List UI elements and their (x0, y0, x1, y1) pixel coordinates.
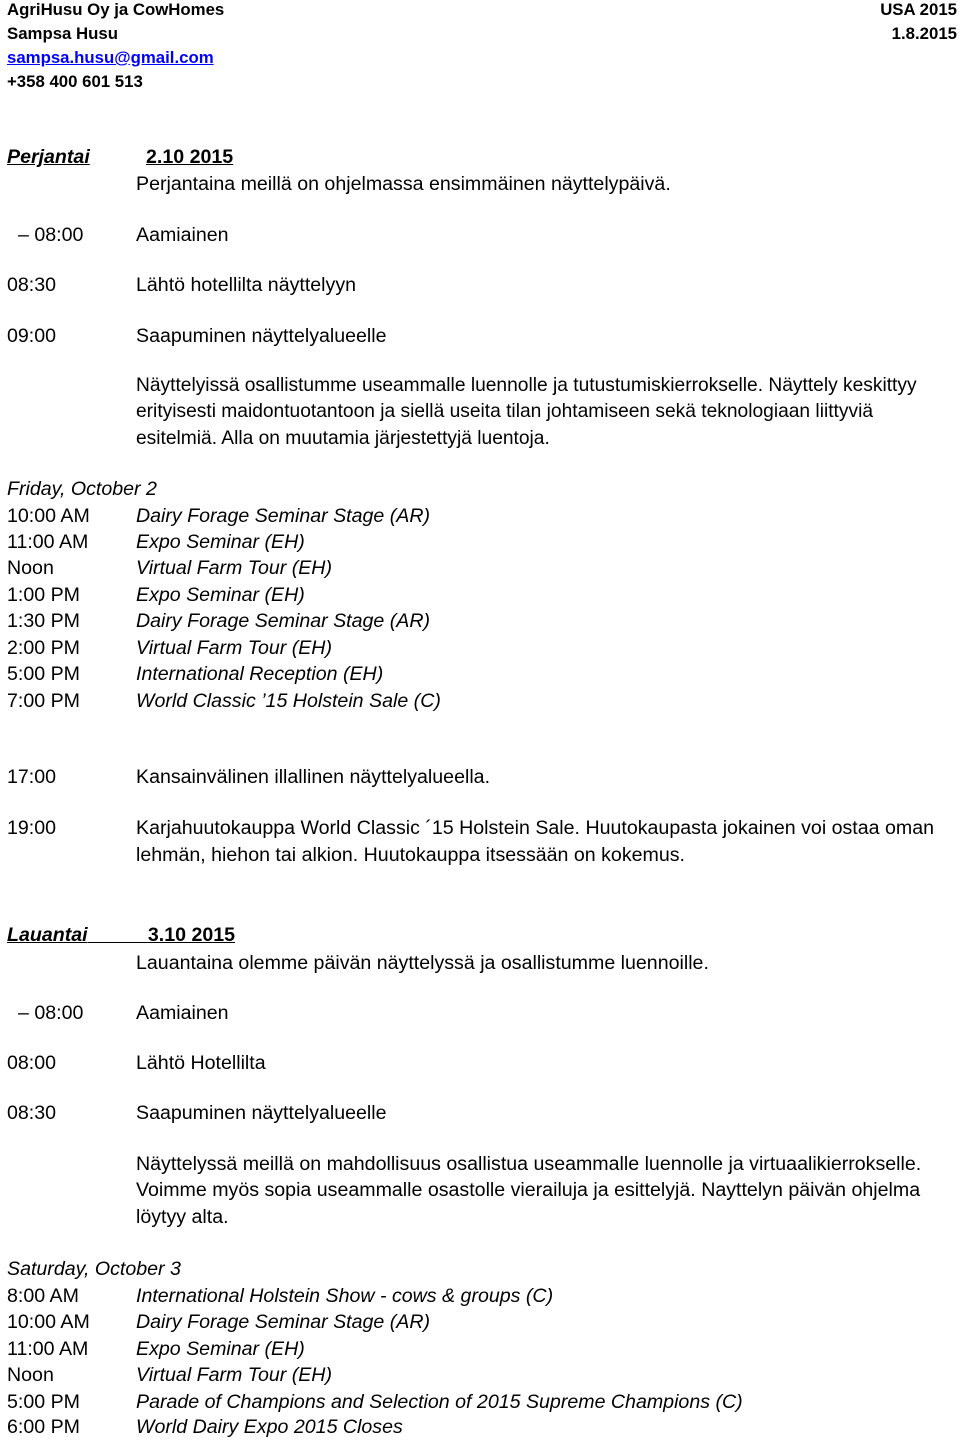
evening-time: 17:00 (7, 766, 57, 788)
description-line: Näyttelyssä meillä on mahdollisuus osallistua useammalle luennolle ja virtuaalikierrokselle. (136, 1153, 922, 1175)
agenda-row (0, 323, 960, 349)
description-row (0, 1177, 960, 1203)
program-row (0, 1414, 960, 1440)
program-time: 8:00 AM (7, 1285, 79, 1307)
agenda-activity: Saapuminen näyttelyalueelle (136, 1102, 387, 1124)
program-row (0, 635, 960, 661)
description-row (0, 426, 960, 452)
program-row (0, 582, 960, 608)
evening-text: Karjahuutokauppa World Classic ´15 Holstein Sale. Huutokaupasta jokainen voi ostaa oman (136, 817, 935, 839)
program-row (0, 1362, 960, 1388)
day-intro: Perjantaina meillä on ohjelmassa ensimmäinen näyttelypäivä. (136, 173, 671, 195)
program-title-row (0, 1256, 960, 1282)
day-heading (0, 144, 960, 170)
program-time: 1:00 PM (7, 584, 80, 606)
program-row (0, 608, 960, 634)
day-intro: Lauantaina olemme päivän näyttelyssä ja osallistumme luennoille. (136, 952, 709, 974)
evening-row (0, 764, 960, 790)
evening-text: lehmän, hiehon tai alkion. Huutokauppa itsessään on kokemus. (136, 844, 685, 866)
program-time: 1:30 PM (7, 610, 80, 632)
program-title: Saturday, October 3 (7, 1258, 181, 1280)
program-row (0, 1389, 960, 1415)
program-event: Virtual Farm Tour (EH) (136, 1364, 332, 1386)
description-row (0, 373, 960, 399)
email-link[interactable]: sampsa.husu@gmail.com (7, 48, 214, 67)
program-time: 11:00 AM (7, 1338, 89, 1360)
day-name: Perjantai (7, 146, 90, 168)
evening-text: Kansainvälinen illallinen näyttelyalueella. (136, 766, 491, 788)
program-event: Expo Seminar (EH) (136, 1338, 305, 1360)
program-event: Virtual Farm Tour (EH) (136, 637, 332, 659)
program-event: Expo Seminar (EH) (136, 531, 305, 553)
program-row (0, 661, 960, 687)
document-date: 1.8.2015 (891, 24, 957, 43)
program-time: 5:00 PM (7, 663, 80, 685)
evening-time: 19:00 (7, 817, 57, 839)
description-line: erityisesti maidontuotantoon ja siellä useita tilan johtamiseen sekä teknologiaan liittyviä (136, 401, 874, 422)
description-row (0, 399, 960, 425)
evening-row (0, 842, 960, 868)
program-time: Noon (7, 557, 54, 579)
agenda-row (0, 1050, 960, 1076)
agenda-activity: Saapuminen näyttelyalueelle (136, 325, 387, 347)
agenda-activity: Lähtö hotellilta näyttelyyn (136, 274, 357, 296)
company-name: AgriHusu Oy ja CowHomes (7, 0, 225, 19)
program-row (0, 1283, 960, 1309)
letterhead-row (0, 48, 960, 68)
program-time: 11:00 AM (7, 531, 89, 553)
description-row (0, 1204, 960, 1230)
program-event: World Dairy Expo 2015 Closes (136, 1416, 403, 1438)
agenda-row (0, 1100, 960, 1126)
program-time: Noon (7, 1364, 54, 1386)
program-event: Dairy Forage Seminar Stage (AR) (136, 1311, 431, 1333)
program-row (0, 1336, 960, 1362)
description-line: Näyttelyissä osallistumme useammalle luennolle ja tutustumiskierrokselle. Näyttely keskittyy (136, 375, 917, 396)
letterhead-row (0, 0, 960, 20)
phone-number: +358 400 601 513 (7, 72, 143, 91)
agenda-time: 08:30 (7, 1102, 57, 1124)
day-intro-row (0, 171, 960, 197)
trip-label: USA 2015 (880, 0, 957, 19)
day-name: Lauantai (7, 924, 88, 946)
program-event: World Classic ’15 Holstein Sale (C) (136, 690, 441, 712)
program-time: 7:00 PM (7, 690, 80, 712)
program-title: Friday, October 2 (7, 478, 157, 500)
program-time: 10:00 AM (7, 1311, 90, 1333)
description-line: löytyy alta. (136, 1206, 229, 1228)
day-heading (0, 922, 960, 948)
program-row (0, 555, 960, 581)
agenda-activity: Aamiainen (136, 1002, 229, 1024)
program-event: Dairy Forage Seminar Stage (AR) (136, 505, 431, 527)
author-name: Sampsa Husu (7, 24, 118, 43)
agenda-row (0, 1000, 960, 1026)
program-time: 10:00 AM (7, 505, 90, 527)
agenda-activity: Lähtö Hotellilta (136, 1052, 266, 1074)
program-row (0, 503, 960, 529)
program-row (0, 1309, 960, 1335)
day-date: 2.10 2015 (146, 146, 234, 168)
day-date: 3.10 2015 (147, 924, 236, 946)
description-line: esitelmiä. Alla on muutamia järjestettyjä luentoja. (136, 428, 550, 449)
program-event: International Holstein Show - cows & groups (C) (136, 1285, 554, 1307)
program-time: 5:00 PM (7, 1391, 80, 1413)
agenda-time: 08:00 (7, 1052, 57, 1074)
agenda-row (0, 222, 960, 248)
agenda-time: 09:00 (7, 325, 57, 347)
program-event: Virtual Farm Tour (EH) (136, 557, 332, 579)
agenda-time: – 08:00 (18, 224, 84, 246)
program-row (0, 529, 960, 555)
description-row (0, 1151, 960, 1177)
letterhead-row (0, 72, 960, 92)
program-event: International Reception (EH) (136, 663, 384, 685)
program-time: 2:00 PM (7, 637, 80, 659)
program-title-row (0, 476, 960, 502)
program-time: 6:00 PM (7, 1416, 80, 1438)
agenda-time: – 08:00 (18, 1002, 84, 1024)
agenda-row (0, 272, 960, 298)
program-event: Dairy Forage Seminar Stage (AR) (136, 610, 431, 632)
program-event: Parade of Champions and Selection of 2015 Supreme Champions (C) (136, 1391, 743, 1413)
agenda-time: 08:30 (7, 274, 57, 296)
day-intro-row (0, 950, 960, 976)
program-event: Expo Seminar (EH) (136, 584, 305, 606)
description-line: Voimme myös sopia useammalle osastolle vierailuja ja esittelyjä. Nayttelyn päivän ohjelma (136, 1179, 921, 1201)
letterhead-row (0, 24, 960, 44)
evening-row (0, 815, 960, 841)
program-row (0, 688, 960, 714)
agenda-activity: Aamiainen (136, 224, 229, 246)
